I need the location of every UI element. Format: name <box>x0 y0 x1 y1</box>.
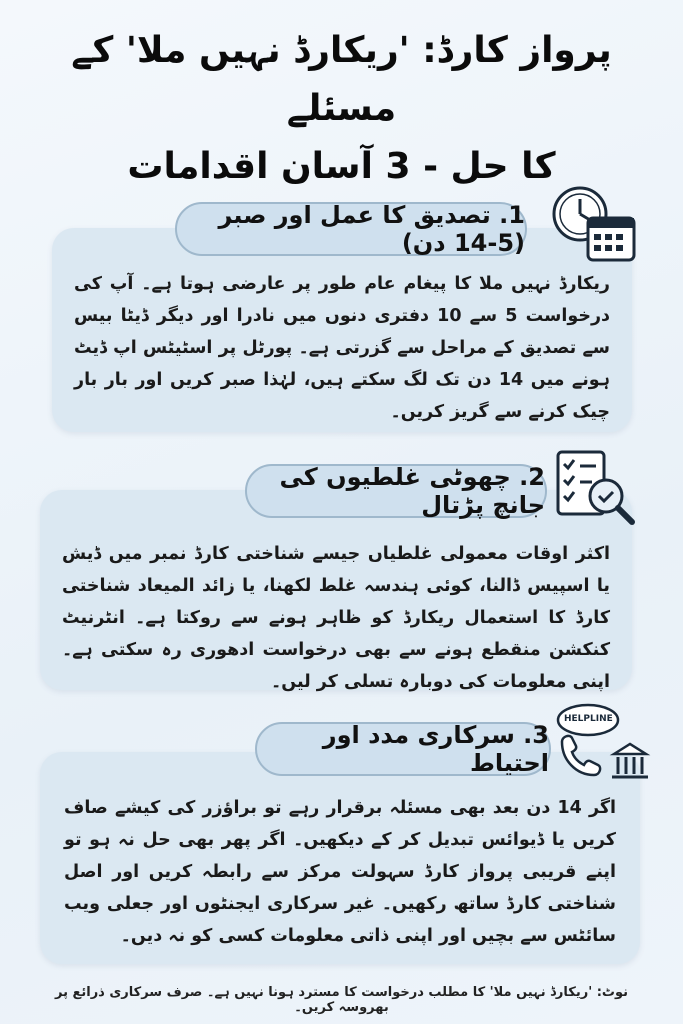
helpline-phone-building-icon <box>552 702 660 784</box>
section-3-card <box>40 752 640 964</box>
section-3-heading: 3. سرکاری مدد اور احتیاط <box>255 722 551 776</box>
title-line-1: پرواز کارڈ: 'ریکارڈ نہیں ملا' کے مسئلے <box>71 30 612 129</box>
section-1-card <box>52 228 632 432</box>
clock-calendar-icon <box>550 182 640 270</box>
checklist-magnifier-icon <box>552 448 638 532</box>
helpline-label: HELPLINE <box>564 714 613 724</box>
section-1-heading: 1. تصدیق کا عمل اور صبر (5-14 دن) <box>175 202 527 256</box>
section-2-card <box>40 490 632 690</box>
footer-note: نوٹ: 'ریکارڈ نہیں ملا' کا مطلب درخواست کا مسترد ہونا نہیں ہے۔ صرف سرکاری ذرائع پر بھروسہ کریں۔ <box>54 985 628 1015</box>
section-2-heading: 2. چھوٹی غلطیوں کی جانچ پڑتال <box>245 464 547 518</box>
page-title <box>20 22 663 196</box>
section-2-body: اکثر اوقات معمولی غلطیاں جیسے شناختی کارڈ نمبر میں ڈیش یا اسپیس ڈالنا، کوئی ہندسہ غلط لکھنا، یا زائد المیعاد شناختی کارڈ کا استعمال ریکارڈ کو ظاہر ہونے سے روکتا ہے۔ انٹرنیٹ کنکشن منقطع ہونے سے بھی درخواست ادھوری رہ سکتی ہے۔ اپنی معلومات کی دوبارہ تسلی کر لیں۔ <box>62 544 610 692</box>
section-3-body: اگر 14 دن بعد بھی مسئلہ برقرار رہے تو براؤزر کی کیشے صاف کریں یا ڈیوائس تبدیل کر کے دیکھیں۔ اگر پھر بھی حل نہ ہو تو اپنے قریبی پرواز کارڈ سہولت مرکز سے رابطہ کریں اور اصل شناختی کارڈ ساتھ رکھیں۔ غیر سرکاری ایجنٹوں اور جعلی ویب سائٹس سے بچیں اور اپنی ذاتی معلومات کسی کو نہ دیں۔ <box>64 798 617 946</box>
section-1-body: ریکارڈ نہیں ملا کا پیغام عام طور پر عارضی ہوتا ہے۔ آپ کی درخواست 5 سے 10 دفتری دنوں میں نادرا اور دیگر ڈیٹا بیس سے تصدیق کے مراحل سے گزرتی ہے۔ پورٹل پر اسٹیٹس اپ ڈیٹ ہونے میں 14 دن تک لگ سکتے ہیں، لہٰذا صبر کریں اور بار بار چیک کرنے سے گریز کریں۔ <box>74 274 611 422</box>
title-line-2: کا حل - 3 آسان اقدامات <box>127 146 556 187</box>
